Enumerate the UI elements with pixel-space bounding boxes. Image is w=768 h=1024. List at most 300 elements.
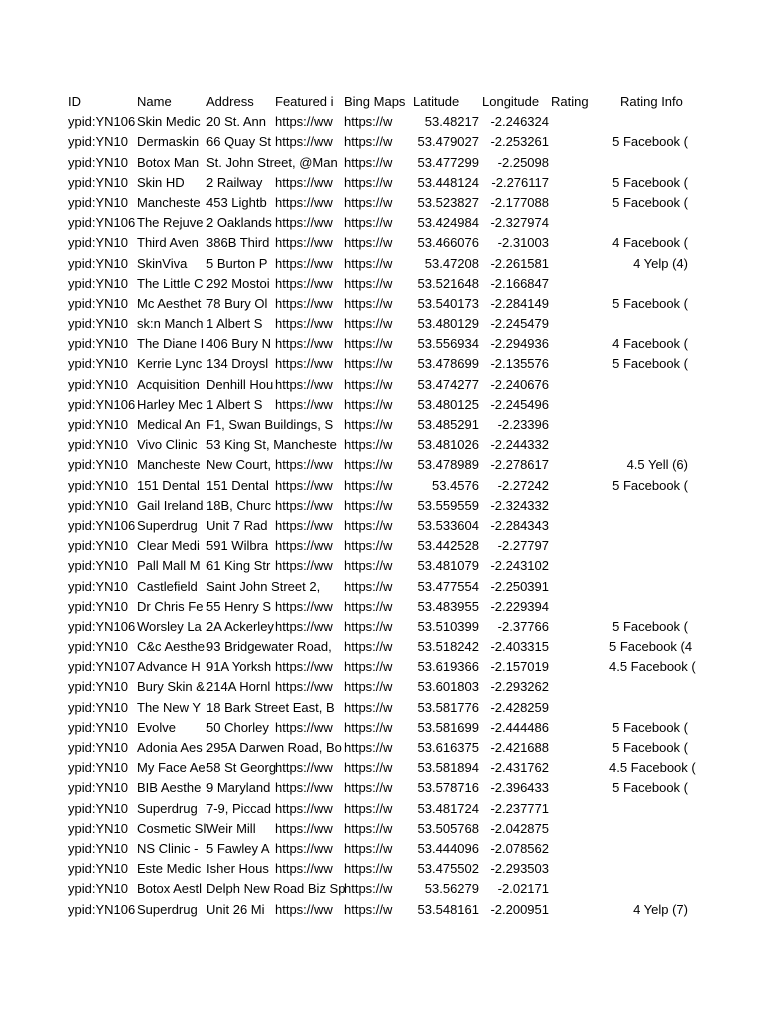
spreadsheet-table — [68, 92, 696, 920]
cell-featured: https://ww — [275, 820, 333, 836]
cell-address: Denhill Hou — [206, 376, 274, 392]
cell-name: Kerrie Lync — [137, 356, 203, 372]
cell-id: ypid:YN10 — [68, 316, 128, 332]
cell-name: The Little C — [137, 275, 204, 291]
cell-latitude: 53.505768 — [417, 820, 479, 836]
cell-bing-maps: https://w — [344, 134, 393, 150]
header-id: ID — [68, 94, 81, 109]
cell-longitude: -2.25098 — [497, 154, 549, 170]
cell-address: New Court, — [206, 457, 272, 473]
cell-address: Isher Hous — [206, 861, 269, 877]
cell-bing-maps: https://w — [344, 316, 393, 332]
table-row — [68, 900, 688, 920]
cell-name: The New Y — [137, 699, 202, 715]
cell-featured — [275, 435, 344, 455]
table-row — [68, 193, 688, 213]
cell-featured: https://ww — [275, 316, 333, 332]
cell-latitude: 53.56279 — [424, 881, 479, 897]
cell-latitude: 53.466076 — [417, 235, 479, 251]
cell-longitude: -2.23396 — [497, 417, 549, 432]
cell-bing-maps: https://w — [344, 356, 393, 372]
table-row — [68, 516, 688, 536]
cell-featured: https://ww — [275, 376, 333, 392]
cell-address: 1 Albert S — [206, 316, 263, 332]
cell-rating-info — [609, 375, 688, 395]
cell-name: Dr Chris Fe — [137, 598, 204, 614]
cell-name: The Rejuve — [137, 215, 204, 231]
cell-address: St. John Street, @Man — [206, 154, 338, 170]
cell-latitude: 53.48217 — [424, 114, 479, 130]
cell-rating-info — [609, 799, 688, 819]
cell-rating-info: 5 Facebook ( — [612, 194, 688, 210]
cell-rating-info: 4 Facebook ( — [612, 336, 688, 352]
cell-id: ypid:YN10 — [68, 820, 128, 836]
cell-address: 295A Darwen Road, Bo — [206, 740, 342, 755]
cell-latitude: 53.444096 — [417, 840, 479, 856]
cell-name: Bury Skin & — [137, 679, 205, 695]
cell-featured: https://ww — [275, 517, 333, 533]
cell-bing-maps: https://w — [344, 437, 393, 453]
cell-longitude: -2.229394 — [490, 598, 549, 614]
cell-rating-info — [609, 274, 688, 294]
cell-rating-info: 5 Facebook ( — [612, 356, 688, 372]
cell-name: Worsley La — [137, 618, 202, 634]
table-row — [68, 274, 688, 294]
cell-id: ypid:YN10 — [68, 679, 128, 695]
cell-rating-info: 5 Facebook ( — [612, 477, 688, 493]
cell-name: Medical An — [137, 417, 201, 432]
cell-rating-info — [609, 879, 688, 899]
cell-bing-maps: https://w — [344, 901, 393, 917]
cell-rating-info: 5 Facebook ( — [612, 618, 688, 634]
cell-latitude: 53.479027 — [417, 134, 479, 150]
table-row — [68, 132, 688, 152]
cell-address: 55 Henry S — [206, 598, 272, 614]
cell-longitude: -2.237771 — [490, 800, 549, 816]
cell-name: Mancheste — [137, 457, 201, 473]
header-bing-maps: Bing Maps — [344, 94, 406, 109]
cell-rating-info — [609, 698, 688, 718]
table-row — [68, 233, 688, 253]
cell-bing-maps: https://w — [344, 740, 393, 755]
header-rating-info: Rating Info — [620, 94, 683, 109]
cell-rating-info — [609, 395, 688, 415]
cell-latitude: 53.474277 — [417, 376, 479, 392]
cell-longitude: -2.27797 — [497, 538, 549, 554]
cell-name: 151 Dental — [137, 477, 200, 493]
cell-address: Delph New Road Biz Sp — [206, 881, 346, 897]
cell-featured: https://ww — [275, 901, 333, 917]
cell-latitude: 53.448124 — [417, 174, 479, 190]
cell-latitude: 53.533604 — [417, 517, 479, 533]
cell-id: ypid:YN106 — [68, 517, 136, 533]
cell-address: F1, Swan Buildings, S — [206, 417, 334, 432]
cell-longitude: -2.284343 — [490, 517, 549, 533]
table-row — [68, 314, 688, 334]
table-row — [68, 415, 688, 435]
cell-address: 61 King Str — [206, 558, 271, 574]
table-row — [68, 879, 688, 899]
table-row — [68, 718, 688, 738]
cell-rating-info — [609, 153, 688, 173]
cell-featured: https://ww — [275, 194, 333, 210]
cell-rating-info — [609, 496, 688, 516]
cell-id: ypid:YN107 — [68, 659, 136, 675]
cell-rating-info: 4 Facebook ( — [612, 235, 688, 251]
cell-id: ypid:YN10 — [68, 255, 128, 271]
cell-name: C&c Aesthe — [137, 639, 205, 655]
cell-longitude: -2.293503 — [490, 861, 549, 877]
cell-name: The Diane I — [137, 336, 205, 352]
cell-name: Botox Man — [137, 154, 200, 170]
cell-bing-maps: https://w — [344, 336, 393, 352]
cell-name: Mc Aesthet — [137, 295, 202, 311]
cell-address: 292 Mostoi — [206, 275, 270, 291]
cell-name: Superdrug — [137, 901, 198, 917]
cell-bing-maps: https://w — [344, 659, 393, 675]
cell-name: Third Aven — [137, 235, 199, 251]
cell-rating-info — [609, 213, 688, 233]
cell-id: ypid:YN10 — [68, 800, 128, 816]
table-row — [68, 597, 688, 617]
cell-longitude: -2.428259 — [490, 699, 549, 715]
cell-rating-info — [609, 597, 688, 617]
cell-featured: https://ww — [275, 679, 333, 695]
cell-featured: https://ww — [275, 457, 333, 473]
cell-id: ypid:YN10 — [68, 598, 128, 614]
cell-id: ypid:YN10 — [68, 780, 128, 796]
cell-id: ypid:YN10 — [68, 336, 128, 352]
cell-featured: https://ww — [275, 356, 333, 372]
cell-featured: https://ww — [275, 497, 333, 513]
cell-longitude: -2.27242 — [497, 477, 549, 493]
cell-latitude: 53.581776 — [417, 699, 479, 715]
cell-bing-maps: https://w — [344, 215, 393, 231]
cell-name: Skin HD — [137, 174, 185, 190]
cell-featured — [275, 577, 344, 597]
table-row — [68, 839, 688, 859]
cell-rating-info — [609, 314, 688, 334]
cell-longitude: -2.177088 — [490, 194, 549, 210]
cell-latitude: 53.581699 — [417, 719, 479, 735]
table-row — [68, 395, 688, 415]
cell-id: ypid:YN106 — [68, 901, 136, 917]
cell-featured — [275, 637, 344, 657]
cell-id: ypid:YN10 — [68, 719, 128, 735]
cell-address: 58 St Georg — [206, 760, 277, 776]
cell-name: Advance H — [137, 659, 201, 675]
cell-featured: https://ww — [275, 840, 333, 856]
cell-id: ypid:YN10 — [68, 417, 128, 432]
cell-featured: https://ww — [275, 396, 333, 412]
cell-bing-maps: https://w — [344, 376, 393, 392]
cell-name: Evolve — [137, 719, 177, 735]
table-row — [68, 173, 688, 193]
cell-rating-info — [609, 415, 688, 435]
cell-id: ypid:YN10 — [68, 639, 128, 655]
cell-latitude: 53.578716 — [417, 780, 479, 796]
cell-latitude: 53.4576 — [432, 477, 479, 493]
header-row — [68, 92, 688, 112]
cell-bing-maps: https://w — [344, 578, 393, 594]
cell-id: ypid:YN10 — [68, 275, 128, 291]
cell-address: 2A Ackerley — [206, 618, 274, 634]
cell-address: 2 Railway — [206, 174, 263, 190]
cell-latitude: 53.424984 — [417, 215, 479, 231]
cell-id: ypid:YN10 — [68, 760, 128, 776]
cell-rating-info: 4.5 Yell (6) — [626, 457, 688, 473]
cell-rating-info — [609, 677, 688, 697]
table-row — [68, 375, 688, 395]
cell-address: Saint John Street 2, — [206, 578, 321, 594]
cell-latitude: 53.548161 — [417, 901, 479, 917]
table-row — [68, 334, 688, 354]
cell-name: Skin Medic — [137, 114, 201, 130]
cell-latitude: 53.477554 — [417, 578, 479, 594]
cell-longitude: -2.324332 — [490, 497, 549, 513]
cell-featured: https://ww — [275, 174, 333, 190]
cell-longitude: -2.276117 — [491, 174, 549, 190]
table-row — [68, 677, 688, 697]
cell-id: ypid:YN10 — [68, 356, 128, 372]
cell-featured: https://ww — [275, 215, 333, 231]
cell-latitude: 53.540173 — [417, 295, 479, 311]
cell-address: 20 St. Ann — [206, 114, 266, 130]
cell-featured: https://ww — [275, 659, 333, 675]
cell-latitude: 53.521648 — [417, 275, 479, 291]
cell-featured: https://ww — [275, 477, 333, 493]
cell-address: 78 Bury Ol — [206, 295, 268, 311]
cell-latitude: 53.480129 — [417, 316, 479, 332]
table-row — [68, 496, 688, 516]
cell-rating-info — [609, 435, 688, 455]
cell-name: Dermaskin — [137, 134, 200, 150]
table-row — [68, 657, 696, 677]
cell-featured — [275, 415, 344, 435]
cell-rating-info: 5 Facebook ( — [612, 780, 688, 796]
cell-featured: https://ww — [275, 255, 333, 271]
cell-name: Castlefield — [137, 578, 198, 594]
cell-latitude: 53.477299 — [417, 154, 479, 170]
cell-address: 453 Lightb — [206, 194, 267, 210]
cell-featured: https://ww — [275, 538, 333, 554]
cell-address: 406 Bury N — [206, 336, 272, 352]
cell-bing-maps: https://w — [344, 275, 393, 291]
cell-longitude: -2.245479 — [490, 316, 549, 332]
cell-bing-maps: https://w — [344, 639, 393, 655]
cell-featured: https://ww — [275, 800, 333, 816]
cell-bing-maps: https://w — [344, 618, 393, 634]
cell-latitude: 53.510399 — [417, 618, 479, 634]
cell-rating-info — [609, 556, 688, 576]
cell-longitude: -2.31003 — [497, 235, 549, 251]
cell-longitude: -2.200951 — [490, 901, 549, 917]
cell-address: 91A Yorksh — [206, 659, 272, 675]
cell-id: ypid:YN10 — [68, 578, 128, 594]
cell-id: ypid:YN10 — [68, 497, 128, 513]
header-rating: Rating — [551, 94, 589, 109]
cell-name: NS Clinic - — [137, 840, 199, 856]
table-row — [68, 476, 688, 496]
cell-name: Pall Mall M — [137, 558, 201, 574]
cell-longitude: -2.240676 — [490, 376, 549, 392]
cell-bing-maps: https://w — [344, 417, 393, 432]
cell-featured — [275, 698, 344, 718]
cell-name: Cosmetic Sl — [137, 820, 207, 836]
cell-bing-maps: https://w — [344, 255, 393, 271]
cell-name: Superdrug — [137, 517, 198, 533]
cell-address: 2 Oaklands — [206, 215, 272, 231]
cell-featured: https://ww — [275, 719, 333, 735]
cell-rating-info: 5 Facebook ( — [612, 719, 688, 735]
cell-address: 53 King St, Mancheste — [206, 437, 337, 453]
cell-latitude: 53.616375 — [417, 740, 479, 755]
cell-featured — [275, 738, 344, 758]
cell-address: 18 Bark Street East, B — [206, 699, 335, 715]
cell-address: 5 Fawley A — [206, 840, 270, 856]
cell-latitude: 53.485291 — [417, 417, 479, 432]
cell-bing-maps: https://w — [344, 861, 393, 877]
cell-bing-maps: https://w — [344, 800, 393, 816]
table-row — [68, 859, 688, 879]
cell-featured: https://ww — [275, 235, 333, 251]
cell-longitude: -2.261581 — [490, 255, 549, 271]
cell-rating-info — [609, 516, 688, 536]
cell-rating-info: 5 Facebook ( — [612, 740, 688, 755]
cell-name: Clear Medi — [137, 538, 200, 554]
cell-name: BIB Aesthe — [137, 780, 202, 796]
table-row — [68, 617, 688, 637]
cell-bing-maps: https://w — [344, 457, 393, 473]
table-row — [68, 738, 688, 758]
cell-id: ypid:YN10 — [68, 235, 128, 251]
cell-address: 134 Droysl — [206, 356, 269, 372]
cell-bing-maps: https://w — [344, 881, 393, 897]
cell-rating-info: 5 Facebook (4 — [609, 639, 693, 655]
cell-address: 151 Dental — [206, 477, 269, 493]
table-row — [68, 556, 688, 576]
cell-address: 18B, Churc — [206, 497, 272, 513]
cell-longitude: -2.250391 — [490, 578, 549, 594]
cell-address: 214A Hornl — [206, 679, 271, 695]
cell-bing-maps: https://w — [344, 235, 393, 251]
cell-name: Vivo Clinic — [137, 437, 198, 453]
cell-longitude: -2.245496 — [490, 396, 549, 412]
cell-featured: https://ww — [275, 134, 333, 150]
cell-featured: https://ww — [275, 114, 333, 130]
cell-id: ypid:YN10 — [68, 881, 128, 897]
cell-featured: https://ww — [275, 336, 333, 352]
cell-name: Mancheste — [137, 194, 201, 210]
cell-bing-maps: https://w — [344, 477, 393, 493]
cell-id: ypid:YN10 — [68, 840, 128, 856]
cell-id: ypid:YN10 — [68, 174, 128, 190]
cell-bing-maps: https://w — [344, 174, 393, 190]
cell-rating-info — [609, 859, 688, 879]
cell-id: ypid:YN10 — [68, 558, 128, 574]
cell-address: 591 Wilbra — [206, 538, 269, 554]
cell-bing-maps: https://w — [344, 558, 393, 574]
cell-featured: https://ww — [275, 780, 333, 796]
table-row — [68, 354, 688, 374]
header-name: Name — [137, 94, 172, 109]
header-longitude: Longitude — [482, 94, 540, 109]
cell-latitude: 53.518242 — [417, 639, 479, 655]
cell-longitude: -2.042875 — [490, 820, 549, 836]
cell-longitude: -2.293262 — [490, 679, 549, 695]
header-latitude: Latitude — [413, 94, 460, 109]
cell-name: Este Medic — [137, 861, 202, 877]
cell-longitude: -2.253261 — [490, 134, 549, 150]
cell-bing-maps: https://w — [344, 396, 393, 412]
table-row — [68, 758, 696, 778]
cell-longitude: -2.278617 — [490, 457, 549, 473]
table-row — [68, 435, 688, 455]
cell-latitude: 53.478699 — [417, 356, 479, 372]
cell-bing-maps: https://w — [344, 517, 393, 533]
cell-bing-maps: https://w — [344, 840, 393, 856]
cell-longitude: -2.327974 — [490, 215, 549, 231]
cell-longitude: -2.403315 — [490, 639, 549, 655]
cell-rating-info: 4 Yelp (7) — [633, 901, 688, 917]
cell-address: 66 Quay St — [206, 134, 272, 150]
cell-name: My Face Ae — [137, 760, 206, 776]
cell-latitude: 53.619366 — [417, 659, 479, 675]
cell-name: Adonia Aes — [137, 740, 203, 755]
cell-address: Unit 26 Mi — [206, 901, 265, 917]
cell-address: 9 Maryland — [206, 780, 271, 796]
cell-rating-info — [609, 839, 688, 859]
cell-id: ypid:YN10 — [68, 134, 128, 150]
cell-latitude: 53.478989 — [417, 457, 479, 473]
table-row — [68, 577, 688, 597]
table-row — [68, 799, 688, 819]
cell-featured: https://ww — [275, 558, 333, 574]
cell-rating-info — [609, 536, 688, 556]
cell-bing-maps: https://w — [344, 780, 393, 796]
cell-longitude: -2.284149 — [490, 295, 549, 311]
cell-latitude: 53.480125 — [417, 396, 479, 412]
cell-address: Unit 7 Rad — [206, 517, 268, 533]
cell-longitude: -2.37766 — [497, 618, 549, 634]
cell-bing-maps: https://w — [344, 699, 393, 715]
cell-id: ypid:YN106 — [68, 618, 136, 634]
table-row — [68, 213, 688, 233]
header-address: Address — [206, 94, 254, 109]
cell-rating-info — [609, 577, 688, 597]
cell-latitude: 53.442528 — [417, 538, 479, 554]
header-featured: Featured i — [275, 94, 334, 109]
cell-rating-info: 4.5 Facebook ( — [609, 760, 696, 776]
cell-name: Acquisition — [137, 376, 200, 392]
cell-latitude: 53.47208 — [424, 255, 479, 271]
cell-name: Harley Mec — [137, 396, 203, 412]
cell-longitude: -2.246324 — [490, 114, 549, 130]
cell-address: Weir Mill — [206, 820, 256, 836]
table-row — [68, 536, 688, 556]
cell-id: ypid:YN106 — [68, 114, 136, 130]
cell-rating-info: 4.5 Facebook ( — [609, 659, 696, 675]
cell-id: ypid:YN10 — [68, 194, 128, 210]
cell-latitude: 53.481079 — [417, 558, 479, 574]
table-row — [68, 698, 688, 718]
cell-id: ypid:YN10 — [68, 699, 128, 715]
cell-latitude: 53.481724 — [417, 800, 479, 816]
cell-address: 5 Burton P — [206, 255, 268, 271]
cell-latitude: 53.481026 — [417, 437, 479, 453]
table-row — [68, 455, 688, 475]
cell-latitude: 53.556934 — [417, 336, 479, 352]
